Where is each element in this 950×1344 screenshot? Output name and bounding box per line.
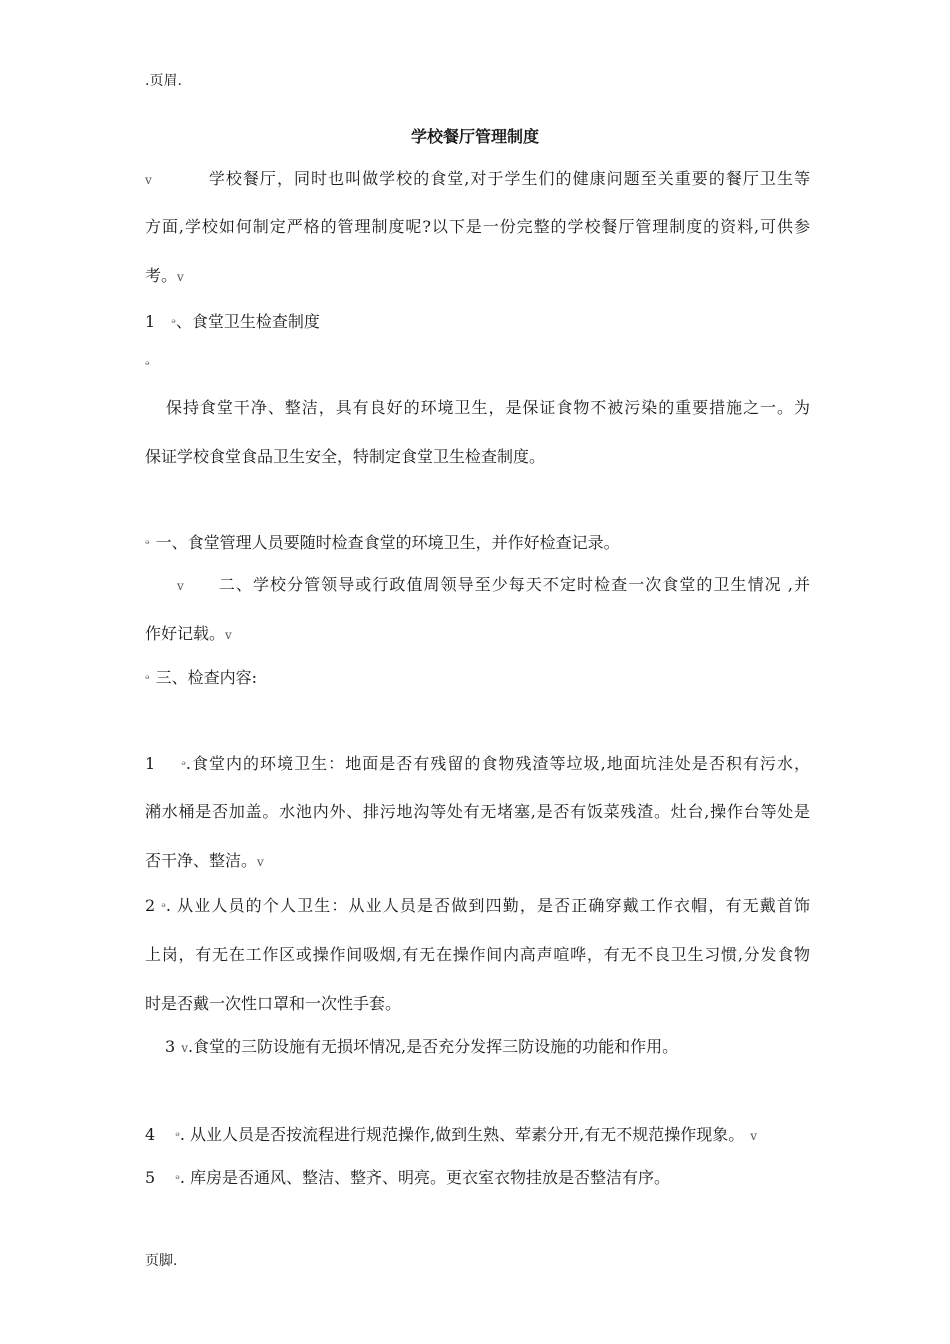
item-3-text: 三、检查内容: [155, 668, 258, 687]
content-1-text-1: .食堂内的环境卫生：地面是否有残留的食物残渣等垃圾,地面坑洼处是否积有污水， [185, 754, 810, 773]
paragraph-mark: ᵊ [175, 1129, 180, 1143]
content-3-number: 3 [165, 1037, 176, 1056]
paragraph-mark: ᵊ [171, 316, 176, 330]
section-number: 1 [145, 312, 156, 331]
section-heading [145, 311, 810, 334]
item-1-text: 一、食堂管理人员要随时检查食堂的环境卫生，并作好检查记录。 [155, 533, 620, 552]
intro-line-1 [145, 168, 810, 191]
content-4-number: 4 [145, 1125, 156, 1144]
item-2-text-2: 作好记载。 [145, 624, 226, 643]
intro-line-3 [145, 265, 810, 288]
paragraph-mark: ᴠ [177, 270, 184, 284]
item-1 [145, 532, 810, 555]
intro-line-2: 方面,学校如何制定严格的管理制度呢?以下是一份完整的学校餐厅管理制度的资料,可供参 [145, 217, 810, 236]
content-1-line-3 [145, 850, 810, 873]
item-3 [145, 667, 810, 690]
content-1-line-1 [145, 753, 810, 776]
content-2-line-3: 时是否戴一次性口罩和一次性手套。 [145, 994, 402, 1013]
content-5-number: 5 [145, 1168, 156, 1187]
intro-text-3: 考。 [145, 266, 178, 285]
document-title: 学校餐厅管理制度 [410, 127, 539, 146]
paragraph-mark: ᵊ [181, 758, 186, 772]
paragraph-mark: ᵊ [145, 358, 150, 372]
page-header: .页眉. [145, 73, 182, 89]
paragraph-mark: ᴠ [225, 628, 232, 642]
content-2-line-1 [145, 895, 810, 918]
content-3-text: .食堂的三防设施有无损坏情况,是否充分发挥三防设施的功能和作用。 [187, 1037, 679, 1056]
paragraph-mark: ᵊ [145, 672, 150, 686]
item-2-text-1: 二、学校分管领导或行政值周领导至少每天不定时检查一次食堂的卫生情况 ,并 [217, 575, 810, 594]
content-5-text: . 库房是否通风、整洁、整齐、明亮。更衣室衣物挂放是否整洁有序。 [179, 1168, 671, 1187]
paragraph-mark: ᵊ [145, 537, 150, 551]
content-4-text: . 从业人员是否按流程进行规范操作,做到生熟、荤素分开,有无不规范操作现象。 [179, 1125, 745, 1144]
content-1-text-3: 否干净、整洁。 [145, 851, 258, 870]
content-2-line-2: 上岗，有无在工作区或操作间吸烟,有无在操作间内高声喧哗，有无不良卫生习惯,分发食物 [145, 945, 810, 964]
content-1-line-2: 潲水桶是否加盖。水池内外、排污地沟等处有无堵塞,是否有饭菜残渣。灶台,操作台等处是 [145, 802, 810, 821]
page-footer: 页脚. [145, 1253, 178, 1269]
content-1-number: 1 [145, 754, 156, 773]
item-2-line-1 [145, 574, 810, 597]
content-2-text-1: . 从业人员的个人卫生：从业人员是否做到四勤，是否正确穿戴工作衣帽，有无戴首饰 [165, 896, 810, 915]
paragraph-mark: ᵊ [175, 1172, 180, 1186]
paragraph-mark: ᴠ [750, 1129, 757, 1143]
empty-paragraph [145, 353, 810, 376]
item-2-line-2 [145, 623, 810, 646]
para1-line-2: 保证学校食堂食品卫生安全，特制定食堂卫生检查制度。 [145, 447, 546, 466]
intro-text-1: 学校餐厅，同时也叫做学校的食堂,对于学生们的健康问题至关重要的餐厅卫生等 [207, 169, 810, 188]
section-title: 、食堂卫生检查制度 [175, 312, 320, 331]
paragraph-mark: ᴠ [257, 855, 264, 869]
para1-line-1 [145, 397, 810, 419]
content-3 [145, 1036, 810, 1059]
paragraph-mark: ᴠ [181, 1041, 188, 1055]
paragraph-mark: ᵊ [161, 900, 166, 914]
content-4 [145, 1124, 810, 1147]
content-2-number: 2 [145, 896, 156, 915]
paragraph-mark: ᴠ [177, 579, 184, 593]
para1-text-1: 保持食堂干净、整洁，具有良好的环境卫生，是保证食物不被污染的重要措施之一。为 [165, 398, 810, 417]
content-5 [145, 1167, 810, 1190]
paragraph-mark: ᴠ [145, 173, 152, 187]
